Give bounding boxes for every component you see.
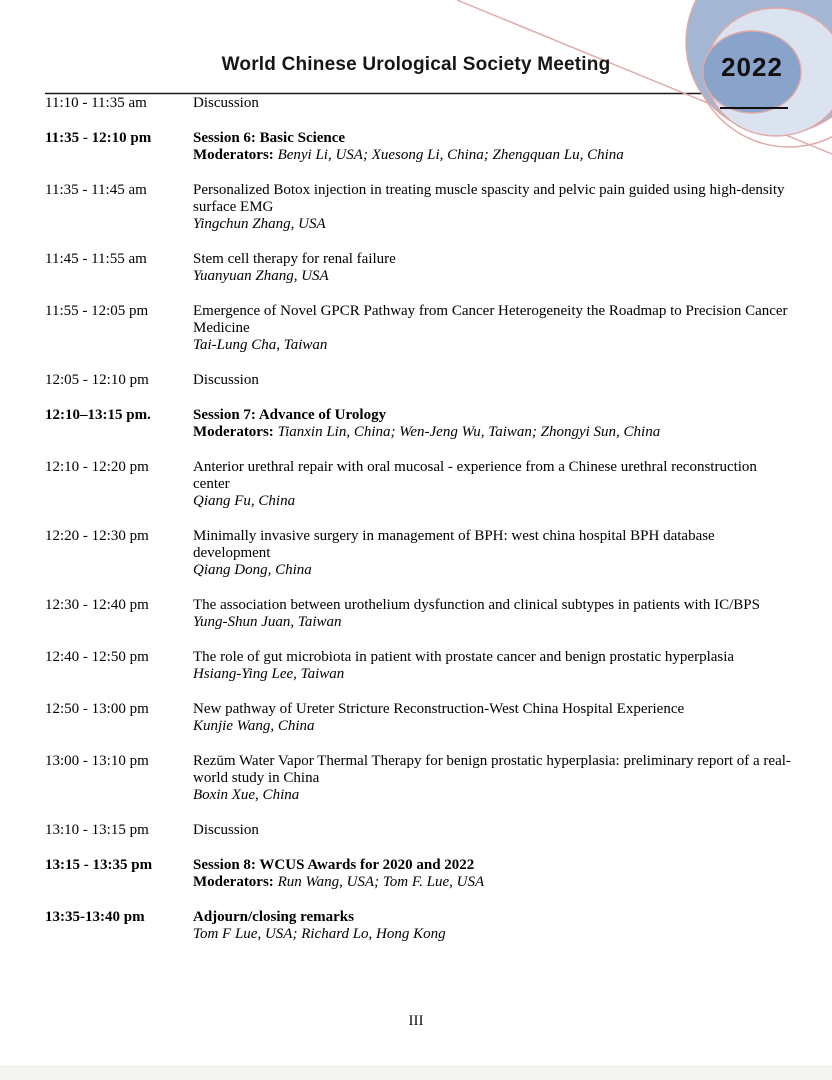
schedule-row [45,95,795,112]
moderators-label: Moderators: [193,147,274,163]
page-title: World Chinese Urological Society Meeting [221,54,611,75]
session-details [193,303,795,354]
schedule-row [45,130,795,164]
moderators-line [193,874,795,891]
schedule-row [45,597,795,631]
session-title: Rezūm Water Vapor Thermal Therapy for benign prostatic hyperplasia: preliminary report of a real-world study in China [193,753,791,786]
schedule-row [45,528,795,579]
time-slot: 12:40 - 12:50 pm [45,649,149,665]
speaker-names: Tom F Lue, USA; Richard Lo, Hong Kong [193,926,446,942]
session-title: New pathway of Ureter Stricture Reconstruction-West China Hospital Experience [193,701,685,717]
session-title: Minimally invasive surgery in management of BPH: west china hospital BPH database development [193,528,715,561]
time-slot: 13:35-13:40 pm [45,909,145,925]
speaker-names: Qiang Fu, China [193,493,296,509]
session-details [193,407,795,441]
moderator-names: Run Wang, USA; Tom F. Lue, USA [277,874,485,890]
session-details [193,753,795,804]
time-slot: 12:30 - 12:40 pm [45,597,149,613]
schedule [45,95,795,961]
session-title: Personalized Botox injection in treating muscle spascity and pelvic pain guided using high-density surface EMG [193,182,785,215]
schedule-row [45,251,795,285]
speaker-names: Kunjie Wang, China [193,718,315,734]
speaker-names: Yung-Shun Juan, Taiwan [193,614,342,630]
time-slot: 12:20 - 12:30 pm [45,528,149,544]
time-slot: 11:55 - 12:05 pm [45,303,149,319]
time-slot: 12:05 - 12:10 pm [45,372,149,388]
time-slot: 11:45 - 11:55 am [45,251,147,267]
time-slot: 13:10 - 13:15 pm [45,822,149,838]
session-title: Stem cell therapy for renal failure [193,251,396,267]
schedule-row [45,459,795,510]
time-slot: 11:35 - 12:10 pm [45,130,152,146]
schedule-row [45,372,795,389]
session-details [193,372,795,389]
session-details [193,182,795,233]
session-title: The association between urothelium dysfunction and clinical subtypes in patients with IC/BPS [193,597,760,613]
moderators-line [193,147,795,164]
session-title: Adjourn/closing remarks [193,909,354,925]
schedule-row [45,303,795,354]
session-details [193,130,795,164]
session-details [193,857,795,891]
session-title: Session 8: WCUS Awards for 2020 and 2022 [193,857,475,873]
moderator-names: Benyi Li, USA; Xuesong Li, China; Zhengquan Lu, China [277,147,624,163]
year-badge: 2022 [721,52,783,82]
schedule-row [45,909,795,943]
time-slot: 12:10–13:15 pm. [45,407,151,423]
page-number: III [408,1013,424,1029]
speaker-names: Tai-Lung Cha, Taiwan [193,337,328,353]
session-details [193,459,795,510]
time-slot: 11:10 - 11:35 am [45,95,147,111]
session-details [193,822,795,839]
schedule-row [45,822,795,839]
session-details [193,649,795,683]
time-slot: 13:00 - 13:10 pm [45,753,149,769]
moderator-names: Tianxin Lin, China; Wen-Jeng Wu, Taiwan; Zhongyi Sun, China [277,424,661,440]
session-title: Session 7: Advance of Urology [193,407,387,423]
session-details [193,597,795,631]
schedule-row [45,182,795,233]
moderators-line [193,424,795,441]
schedule-row [45,407,795,441]
page-bottom-edge [0,1066,832,1080]
schedule-row [45,857,795,891]
session-title: The role of gut microbiota in patient with prostate cancer and benign prostatic hyperplasia [193,649,735,665]
speaker-names: Yuanyuan Zhang, USA [193,268,329,284]
session-title: Discussion [193,95,259,111]
session-title: Discussion [193,372,259,388]
schedule-row [45,753,795,804]
session-title: Emergence of Novel GPCR Pathway from Cancer Heterogeneity the Roadmap to Precision Cancer Medicine [193,303,788,336]
speaker-names: Boxin Xue, China [193,787,300,803]
session-details [193,251,795,285]
speaker-names: Qiang Dong, China [193,562,312,578]
time-slot: 13:15 - 13:35 pm [45,857,153,873]
session-title: Discussion [193,822,259,838]
session-title: Session 6: Basic Science [193,130,346,146]
moderators-label: Moderators: [193,424,274,440]
speaker-names: Hsiang-Ying Lee, Taiwan [193,666,345,682]
session-title: Anterior urethral repair with oral mucosal - experience from a Chinese urethral reconstruction center [193,459,757,492]
time-slot: 11:35 - 11:45 am [45,182,147,198]
schedule-row [45,649,795,683]
time-slot: 12:50 - 13:00 pm [45,701,149,717]
moderators-label: Moderators: [193,874,274,890]
time-slot: 12:10 - 12:20 pm [45,459,149,475]
session-details [193,528,795,579]
session-details [193,909,795,943]
session-details [193,95,795,112]
session-details [193,701,795,735]
speaker-names: Yingchun Zhang, USA [193,216,326,232]
schedule-row [45,701,795,735]
